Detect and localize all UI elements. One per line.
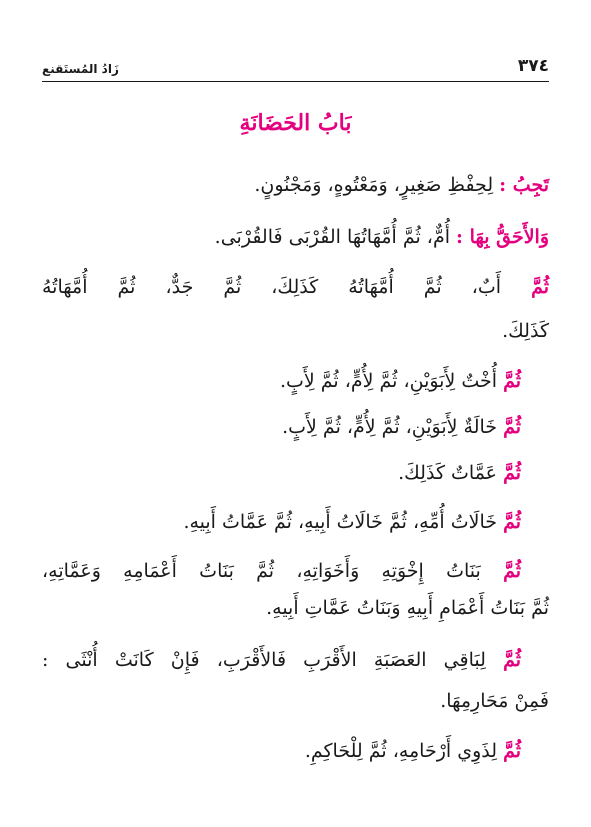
keyword: ثُمَّ: [503, 462, 521, 484]
text-line: [42, 458, 521, 488]
page-number: ٣٧٤: [517, 56, 549, 76]
keyword: ثُمَّ: [503, 511, 521, 533]
text-line: [42, 222, 549, 252]
line-text: فَمِنْ مَحَارِمِهَا.: [440, 690, 549, 712]
keyword: ثُمَّ: [503, 560, 521, 582]
text-line: [42, 272, 549, 302]
keyword: ثُمَّ: [531, 276, 549, 298]
running-title: زَادُ المُستَقنع: [42, 62, 119, 76]
text-line: [42, 366, 521, 396]
line-text: لِحِفْظِ صَغِيرٍ، وَمَعْتُوهٍ، وَمَجْنُونٍ.: [254, 174, 500, 196]
line-text: أُخْتٌ لِأَبَوَيْنِ، ثُمَّ لِأُمٍّ، ثُمَّ لِأَبٍ.: [279, 370, 504, 392]
page-header: [42, 52, 549, 76]
keyword: ثُمَّ: [503, 370, 521, 392]
text-line: [42, 507, 521, 537]
text-line: [42, 556, 521, 586]
line-text: ثُمَّ بَنَاتُ أَعْمَامِ أَبِيهِ وَبَنَاتُ عَمَّاتِ أَبِيهِ.: [266, 597, 549, 619]
text-line: [42, 736, 521, 766]
line-text: خَالَاتُ أُمِّهِ، ثُمَّ خَالَاتُ أَبِيهِ، ثُمَّ عَمَّاتُ أَبِيهِ.: [183, 511, 504, 533]
header-divider: [42, 81, 549, 82]
line-text: عَمَّاتٌ كَذَلِكَ.: [398, 462, 504, 484]
text-line: [42, 412, 521, 442]
line-text: أُمٌّ، ثُمَّ أُمَّهَاتُهَا القُرْبَى فَالقُرْبَى.: [214, 226, 457, 248]
keyword: وَالأَحَقُّ بِهَا :: [456, 226, 549, 248]
line-text: لِذَوِي أَرْحَامِهِ، ثُمَّ لِلْحَاكِمِ.: [304, 740, 504, 762]
keyword: ثُمَّ: [503, 649, 521, 671]
text-line: [42, 593, 549, 623]
chapter-title: بَابُ الحَضَانَةِ: [239, 110, 352, 136]
text-line: [42, 170, 549, 200]
line-text: أَبٌ، ثُمَّ أُمَّهَاتُهُ كَذَلِكَ، ثُمَّ جَدٌّ، ثُمَّ أُمَّهَاتُهُ: [42, 276, 532, 298]
text-line: [42, 686, 549, 716]
line-text: كَذَلِكَ.: [502, 320, 549, 342]
line-text: لِبَاقِي العَصَبَةِ الأَقْرَبِ فَالأَقْرَبِ، فَإِنْ كَانَتْ أُنْثَى :: [42, 649, 504, 671]
keyword: ثُمَّ: [503, 740, 521, 762]
keyword: ثُمَّ: [503, 416, 521, 438]
line-text: بَنَاتُ إِخْوَتِهِ وَأَخَوَاتِهِ، ثُمَّ بَنَاتُ أَعْمَامِهِ وَعَمَّاتِهِ،: [42, 560, 504, 582]
text-line: [42, 316, 549, 346]
keyword: تَجِبُ :: [499, 174, 549, 196]
text-line: [42, 645, 521, 675]
line-text: خَالَةٌ لِأَبَوَيْنِ، ثُمَّ لِأُمٍّ، ثُمَّ لِأَبٍ.: [282, 416, 504, 438]
